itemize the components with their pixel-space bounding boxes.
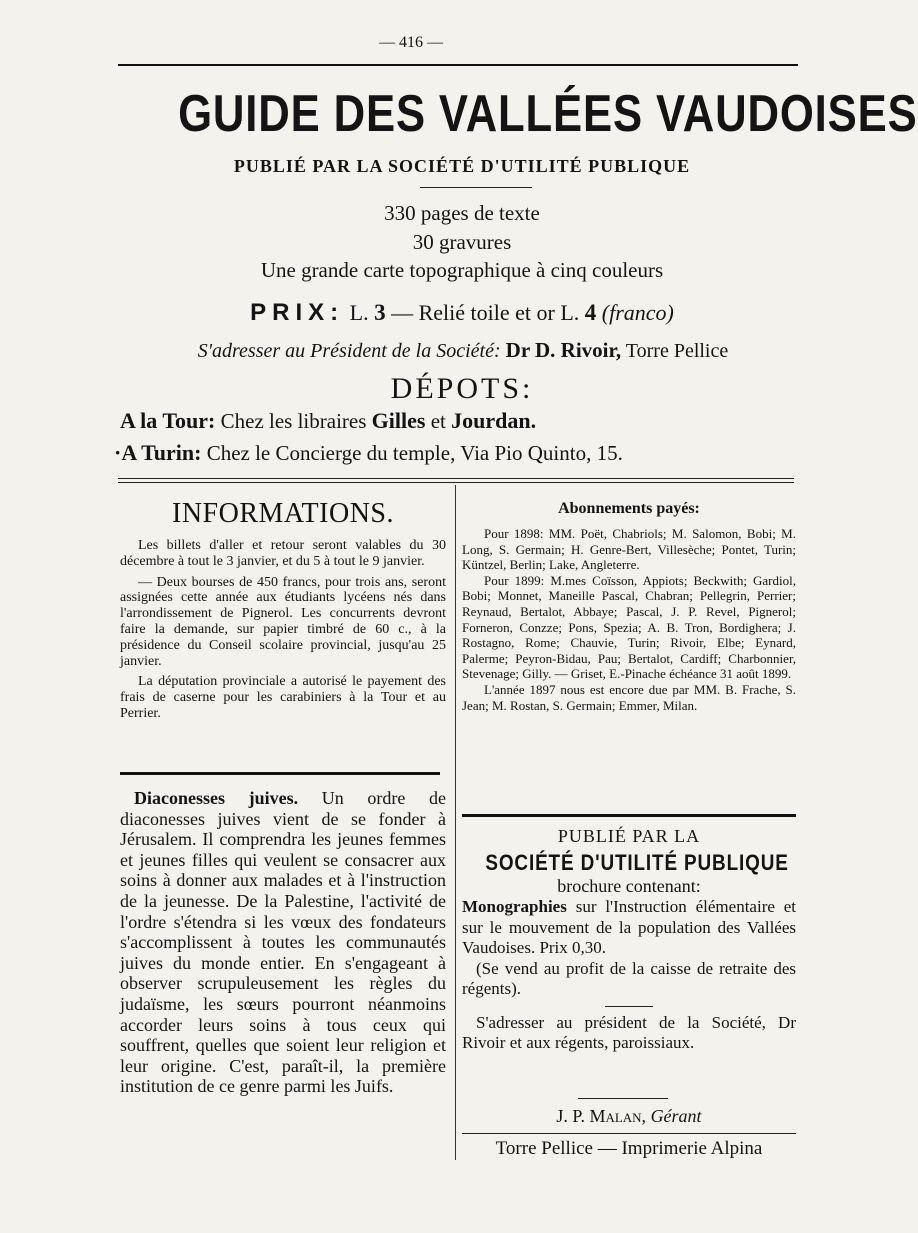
depot-tour-text: Chez les libraires	[220, 409, 367, 433]
abonnements-1898: Pour 1898: MM. Poët, Chabriols; M. Salomon, Bobi; M. Long, S. Germain; H. Genre-Bert, Villesèche; Pontet, Turin; Küntzel, Berlin; Lake, Angleterre.	[462, 526, 796, 573]
info-paragraph-bourses: — Deux bourses de 450 francs, pour trois ans, seront assignées cette année aux étudiants lycéens nés dans l'arrondissement de Pignerol. Les concurrents devront faire la demande, sur papier timbré de 60 c., à la présidence du Conseil scolaire provincial, jusqu'au 25 janvier.	[120, 574, 446, 669]
monographies-text: sur l'Instruction élémentaire et sur le mouvement de la population des Vallées Vaudoises. Prix 0,30.	[462, 897, 797, 957]
publie-body	[462, 876, 796, 1054]
info-paragraph-billets: Les billets d'aller et retour seront valables du 30 décembre à tout le 3 janvier, et du 5 à tout le 9 janvier.	[120, 538, 446, 569]
advert-price-line	[124, 299, 800, 327]
price-relie: — Relié toile et or L.	[391, 300, 580, 325]
advert-title: GUIDE DES VALLÉES VAUDOISES	[178, 85, 918, 143]
depot-tour-jourdan: Jourdan.	[451, 408, 537, 433]
informations-heading: INFORMATIONS.	[172, 498, 394, 529]
advert-subtitle: PUBLIÉ PAR LA SOCIÉTÉ D'UTILITÉ PUBLIQUE	[233, 156, 691, 176]
column-separator	[455, 485, 456, 1160]
diaconesses-paragraph	[120, 788, 446, 1097]
gerant-top-divider	[578, 1098, 668, 1099]
top-rule	[118, 64, 798, 66]
publie-vend: (Se vend au profit de la caisse de retraite des régents).	[462, 958, 796, 998]
depots-heading: DÉPOTS:	[390, 372, 534, 405]
price-franco: (franco)	[601, 300, 674, 325]
contact-name: Dr D. Rivoir,	[505, 338, 622, 362]
monographies-lead: Monographies	[462, 897, 567, 916]
depot-tour-gilles: Gilles	[371, 408, 426, 433]
abonnements-heading: Abonnements payés:	[558, 500, 700, 517]
advert-divider	[420, 187, 532, 188]
price-value-4: 4	[584, 300, 597, 325]
diaconesses-lead: Diaconesses juives.	[134, 788, 299, 808]
imprimerie-line: Torre Pellice — Imprimerie Alpina	[495, 1138, 763, 1159]
right-column-rule	[462, 814, 796, 817]
section-double-rule	[118, 478, 794, 483]
depot-tour-et: et	[430, 409, 446, 433]
publie-societe: SOCIÉTÉ D'UTILITÉ PUBLIQUE	[485, 850, 789, 875]
diaconesses-article	[120, 788, 446, 1097]
advert-carte: Une grande carte topographique à cinq couleurs	[260, 258, 664, 282]
gerant-role: Gérant	[650, 1106, 702, 1126]
publie-adresser: S'adresser au président de la Société, Dr Rivoir et aux régents, paroissiaux.	[462, 1012, 796, 1052]
depot-turin-line	[114, 440, 814, 466]
depot-tour-line	[120, 408, 810, 434]
advert-gravures: 30 gravures	[412, 230, 512, 254]
publie-brochure: brochure contenant:	[557, 876, 701, 896]
depot-turin-label: ·A Turin:	[114, 440, 202, 465]
publie-par-la: PUBLIÉ PAR LA	[557, 826, 701, 846]
gerant-rule	[462, 1133, 796, 1134]
abonnements-1897: L'année 1897 nous est encore due par MM. B. Frache, S. Jean; M. Rostan, S. Germain; Emmer, Milan.	[462, 681, 796, 713]
left-column-rule	[120, 772, 440, 775]
abonnements-1899: Pour 1899: M.mes Coïsson, Appiots; Beckwith; Gardiol, Bobi; Monnet, Maneille Pascal, Chabran; Pellegrin, Perrier; Reynaud, Bertalot, Abbaye; Pascal, J. P. Revel, Pignerol; Forneron, Conzze; Pons, Spezia; A. B. Tron, Bordighera; J. Rostagno, Rome; Chauvie, Turin; Rivoir, Elbe; Eynard, Palerme; Peyron-Bidau, Pau; Bertalot, Cardiff; Charbonnier, Stevenage; Gilly. — Griset, E.-Pinache échéance 31 août 1899.	[462, 572, 796, 682]
advert-pages: 330 pages de texte	[384, 201, 540, 225]
advert-contact-line	[118, 338, 808, 363]
gerant-name: J. P. Malan,	[556, 1106, 647, 1126]
informations-body	[120, 538, 446, 727]
price-currency: L.	[349, 300, 369, 325]
contact-intro: S'adresser au Président de la Société:	[197, 340, 501, 362]
page-number: — 416 —	[379, 34, 443, 51]
publie-divider	[605, 1006, 653, 1007]
depot-turin-text: Chez le Concierge du temple, Via Pio Quinto, 15.	[206, 441, 623, 465]
price-value-3: 3	[374, 300, 386, 325]
info-paragraph-caserne: La députation provinciale a autorisé le payement des frais de caserne pour les carabiniers à la Tour et au Perrier.	[120, 674, 446, 721]
publie-monographies	[462, 897, 796, 959]
abonnements-body	[462, 526, 796, 713]
contact-place: Torre Pellice	[625, 340, 729, 362]
gerant-line	[462, 1106, 796, 1127]
depot-tour-label: A la Tour:	[120, 408, 216, 433]
price-label: PRIX:	[250, 299, 345, 326]
diaconesses-text: Un ordre de diaconesses juives vient de se fonder à Jérusalem. Il comprendra les jeunes femmes et jeunes filles qui veulent se consacrer aux soins à donner aux malades et à l'instruction de la jeunesse. De la Palestine, l'activité de l'ordre s'étendra si les vœux des fondateurs s'accomplissent à toutes les communautés juives du monde entier. En s'engageant à observer scrupuleusement les règles du judaïsme, les sœurs pourront néanmoins accorder leurs soins à tous ceux qui souffrent, quelles que soient leur religion et leur origine. C'est, paraît-il, la première institution de ce genre parmi les Juifs.	[120, 788, 447, 1097]
